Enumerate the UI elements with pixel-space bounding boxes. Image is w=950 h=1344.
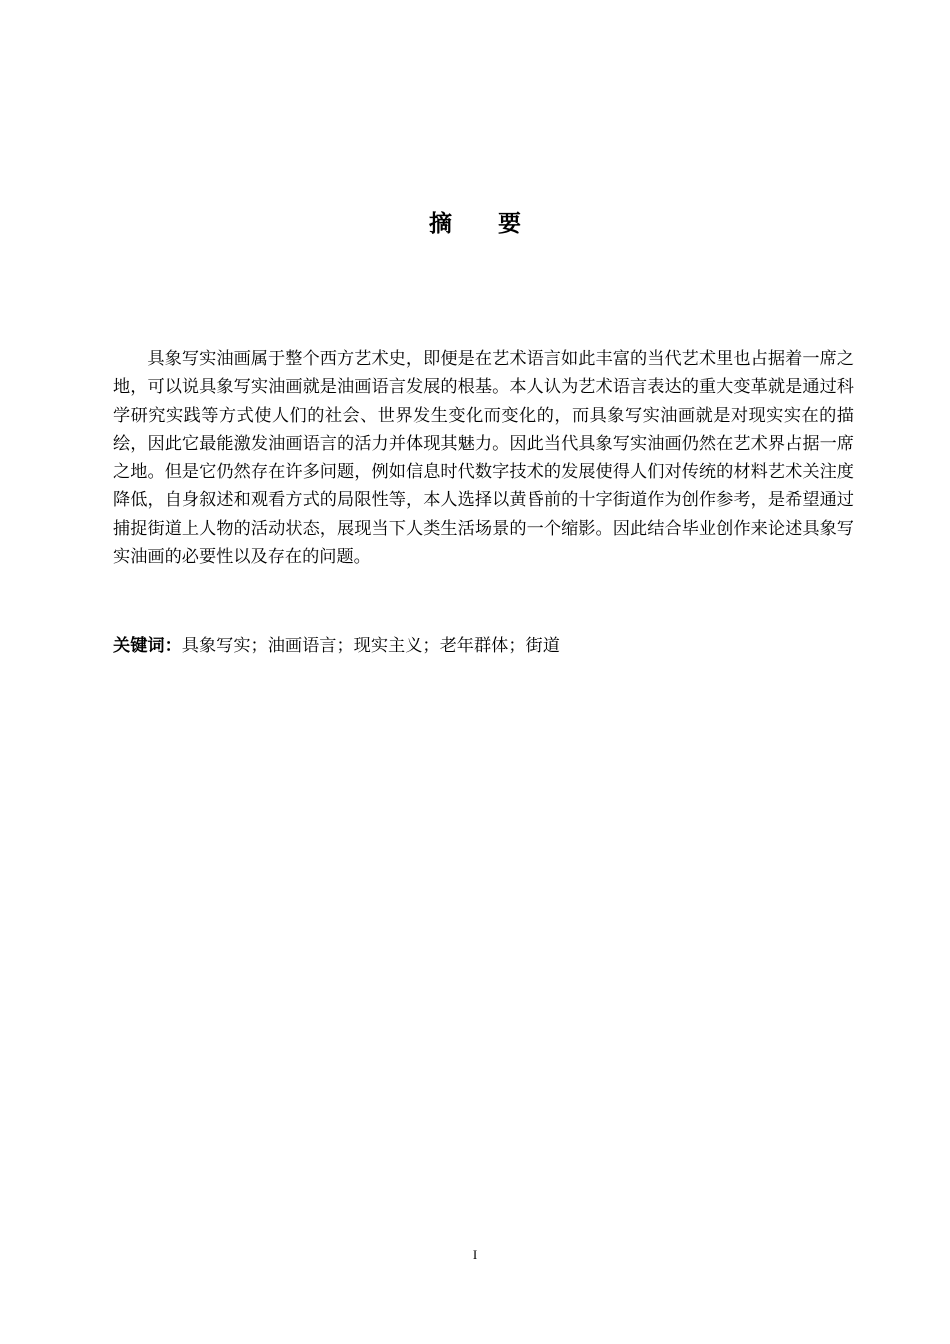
abstract-title [0,209,950,239]
keywords-label: 关键词： [113,636,182,656]
abstract-title-char-2: 要 [498,211,521,237]
keywords-list: 具象写实；油画语言；现实主义；老年群体；街道 [181,636,560,656]
abstract-paragraph: 具象写实油画属于整个西方艺术史，即便是在艺术语言如此丰富的当代艺术里也占据着一席之地，可以说具象写实油画就是油画语言发展的根基。本人认为艺术语言表达的重大变革就是通过科学研究实践等方式使人们的社会、世界发生变化而变化的，而具象写实油画就是对现实实在的描绘，因此它最能激发油画语言的活力并体现其魅力。因此当代具象写实油画仍然在艺术界占据一席之地。但是它仍然存在许多问题，例如信息时代数字技术的发展使得人们对传统的材料艺术关注度降低，自身叙述和观看方式的局限性等，本人选择以黄昏前的十字街道作为创作参考，是希望通过捕捉街道上人物的活动状态，展现当下人类生活场景的一个缩影。因此结合毕业创作来论述具象写实油画的必要性以及存在的问题。 [113,349,854,568]
page-number: I [472,1247,478,1262]
keywords-line [113,632,854,660]
abstract-title-char-1: 摘 [429,211,452,237]
